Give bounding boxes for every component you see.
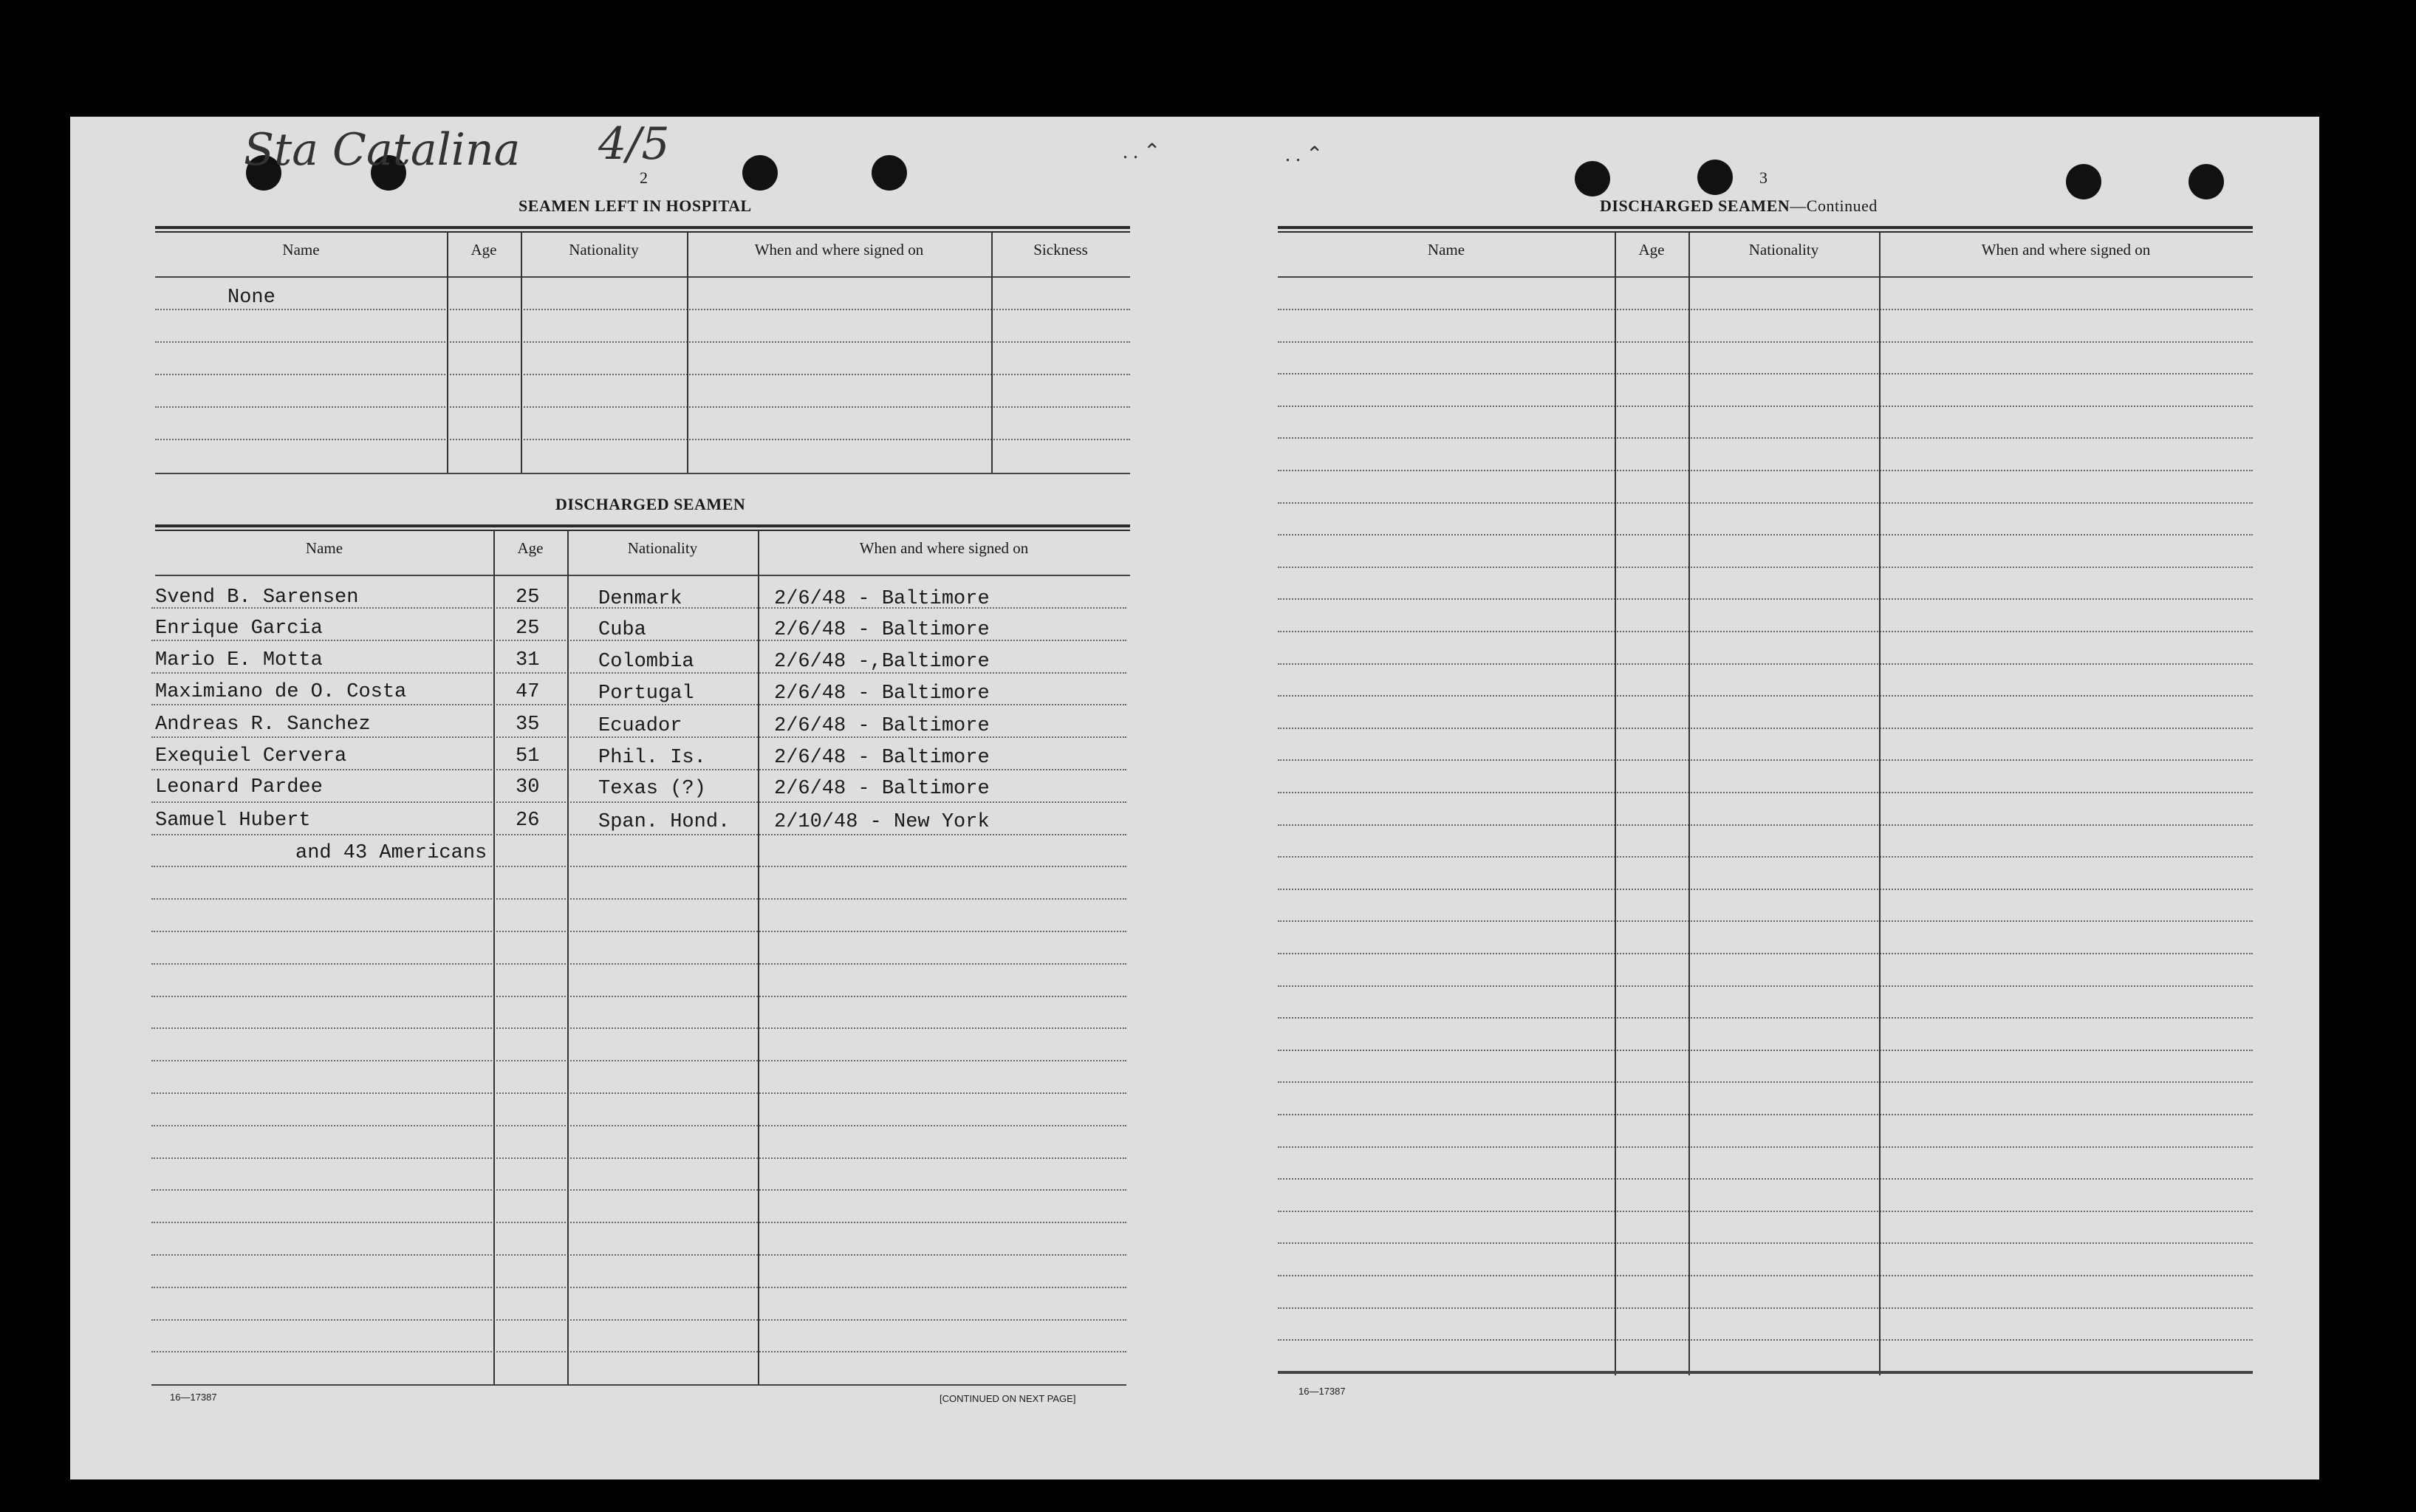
- seaman-name: Enrique Garcia: [155, 618, 323, 640]
- punch-hole: [2066, 164, 2101, 199]
- col-divider: [447, 232, 448, 473]
- row-rule: [151, 1189, 1126, 1191]
- row-rule: [1278, 1050, 2253, 1051]
- seaman-signed-on: 2/6/48 -,Baltimore: [774, 651, 990, 673]
- row-rule: [1278, 663, 2253, 665]
- handwritten-ship-name: Sta Catalina: [244, 124, 521, 176]
- row-rule: [151, 898, 1126, 900]
- seaman-signed-on: 2/6/48 - Baltimore: [774, 619, 990, 641]
- col-header-sickness: Sickness: [1033, 241, 1088, 259]
- punch-hole: [1575, 161, 1610, 196]
- row-rule: [1278, 728, 2253, 729]
- title-main: DISCHARGED SEAMEN: [1600, 196, 1790, 215]
- row-rule: [1278, 856, 2253, 858]
- row-rule: [1278, 792, 2253, 793]
- seaman-signed-on: 2/6/48 - Baltimore: [774, 683, 990, 705]
- row-rule: [1278, 567, 2253, 568]
- row-rule: [1278, 953, 2253, 954]
- table-top-rule: [1278, 226, 2253, 233]
- seaman-name: Svend B. Sarensen: [155, 586, 359, 609]
- table-bottom-rule: [151, 1384, 1126, 1386]
- seaman-nationality: Texas (?): [598, 778, 706, 800]
- page-number-left: 2: [640, 168, 648, 187]
- seaman-nationality: Cuba: [598, 619, 646, 641]
- col-header-nationality: Nationality: [569, 241, 639, 259]
- discharged-continued-title: [1600, 196, 1878, 216]
- row-rule: [155, 439, 1130, 440]
- header-rule: [155, 575, 1130, 576]
- row-rule: [1278, 824, 2253, 826]
- table-bottom-rule: [155, 473, 1130, 474]
- continued-note: [CONTINUED ON NEXT PAGE]: [940, 1393, 1076, 1404]
- row-rule: [151, 931, 1126, 932]
- col-header-age: Age: [470, 241, 497, 259]
- row-rule: [1278, 309, 2253, 310]
- row-rule: [1278, 1339, 2253, 1341]
- seaman-nationality: Ecuador: [598, 715, 682, 737]
- row-rule: [1278, 502, 2253, 504]
- col-divider: [1615, 232, 1616, 1375]
- seaman-nationality: Colombia: [598, 651, 694, 673]
- punch-hole: [872, 155, 907, 191]
- seaman-nationality: Phil. Is.: [598, 747, 706, 769]
- col-header-age: Age: [517, 539, 544, 557]
- row-rule: [151, 1060, 1126, 1061]
- col-divider: [758, 530, 759, 1386]
- seaman-signed-on: 2/6/48 - Baltimore: [774, 715, 990, 737]
- row-rule: [1278, 373, 2253, 374]
- row-rule: [1278, 695, 2253, 697]
- row-rule: [1278, 437, 2253, 439]
- row-rule: [1278, 598, 2253, 600]
- row-rule: [1278, 1146, 2253, 1148]
- row-rule: [1278, 1081, 2253, 1083]
- seaman-signed-on: 2/6/48 - Baltimore: [774, 778, 990, 800]
- col-divider: [1688, 232, 1690, 1375]
- punch-hole: [2189, 164, 2224, 199]
- hospital-section-title: SEAMEN LEFT IN HOSPITAL: [519, 196, 752, 215]
- pencil-mark: . . ⌃: [1123, 140, 1161, 163]
- seaman-signed-on: 2/6/48 - Baltimore: [774, 588, 990, 610]
- seaman-name: Leonard Pardee: [155, 776, 323, 798]
- seaman-age: 25: [516, 586, 540, 609]
- americans-footnote: and 43 Americans: [295, 842, 487, 864]
- hospital-entry-none: None: [227, 287, 276, 309]
- row-rule: [1278, 1242, 2253, 1244]
- seaman-age: 47: [516, 681, 540, 703]
- row-rule: [151, 996, 1126, 997]
- col-header-signed-on: When and where signed on: [859, 539, 1029, 557]
- seaman-age: 51: [516, 745, 540, 767]
- row-rule: [151, 1125, 1126, 1126]
- row-rule: [155, 309, 1130, 310]
- seaman-nationality: Span. Hond.: [598, 811, 730, 833]
- handwritten-fraction: 4/5: [598, 118, 670, 170]
- row-rule: [151, 1157, 1126, 1159]
- col-header-name: Name: [282, 241, 320, 259]
- seaman-age: 31: [516, 649, 540, 671]
- row-rule: [1278, 1211, 2253, 1212]
- row-rule: [155, 341, 1130, 343]
- row-rule: [151, 1351, 1126, 1352]
- row-rule: [1278, 406, 2253, 407]
- header-rule: [1278, 276, 2253, 278]
- seaman-nationality: Portugal: [598, 683, 694, 705]
- col-header-name: Name: [305, 539, 343, 557]
- seaman-age: 25: [516, 618, 540, 640]
- row-rule: [1278, 759, 2253, 761]
- seaman-name: Maximiano de O. Costa: [155, 681, 407, 703]
- row-rule: [1278, 341, 2253, 343]
- row-rule: [151, 1027, 1126, 1029]
- row-rule: [1278, 534, 2253, 536]
- seaman-name: Mario E. Motta: [155, 649, 323, 671]
- row-rule: [151, 1319, 1126, 1321]
- row-rule: [151, 1092, 1126, 1094]
- row-rule: [151, 1287, 1126, 1288]
- form-number-left: 16—17387: [170, 1392, 217, 1403]
- form-number-right: 16—17387: [1298, 1386, 1346, 1397]
- pencil-mark: . . ⌃: [1285, 143, 1324, 166]
- row-rule: [151, 834, 1126, 835]
- row-rule: [151, 1222, 1126, 1223]
- row-rule: [1278, 470, 2253, 471]
- row-rule: [1278, 1114, 2253, 1115]
- row-rule: [1278, 889, 2253, 890]
- header-rule: [155, 276, 1130, 278]
- seaman-name: Andreas R. Sanchez: [155, 714, 371, 736]
- row-rule: [151, 801, 1126, 803]
- row-rule: [1278, 985, 2253, 987]
- row-rule: [151, 866, 1126, 867]
- col-divider: [1879, 232, 1881, 1375]
- seaman-age: 26: [516, 810, 540, 832]
- punch-hole: [1697, 160, 1733, 195]
- seaman-signed-on: 2/6/48 - Baltimore: [774, 747, 990, 769]
- punch-hole: [742, 155, 778, 191]
- row-rule: [1278, 920, 2253, 922]
- row-rule: [1278, 631, 2253, 632]
- table-top-rule: [155, 524, 1130, 531]
- col-header-age: Age: [1638, 241, 1665, 259]
- col-header-nationality: Nationality: [627, 539, 698, 557]
- row-rule: [1278, 1178, 2253, 1180]
- row-rule: [1278, 1307, 2253, 1309]
- row-rule: [151, 769, 1126, 770]
- col-divider: [567, 530, 569, 1386]
- discharged-section-title: DISCHARGED SEAMEN: [555, 495, 746, 513]
- seaman-age: 35: [516, 714, 540, 736]
- row-rule: [151, 963, 1126, 965]
- col-divider: [493, 530, 495, 1386]
- col-header-signed-on: When and where signed on: [754, 241, 924, 259]
- row-rule: [155, 374, 1130, 375]
- table-bottom-rule: [1278, 1371, 2253, 1374]
- col-header-name: Name: [1427, 241, 1465, 259]
- seaman-name: Samuel Hubert: [155, 810, 311, 832]
- col-header-nationality: Nationality: [1748, 241, 1819, 259]
- page-number-right: 3: [1759, 168, 1767, 187]
- seaman-nationality: Denmark: [598, 588, 682, 610]
- row-rule: [155, 406, 1130, 408]
- row-rule: [151, 1254, 1126, 1256]
- col-header-signed-on: When and where signed on: [1981, 241, 2151, 259]
- row-rule: [1278, 1275, 2253, 1276]
- col-divider: [687, 232, 688, 473]
- seaman-signed-on: 2/10/48 - New York: [774, 811, 990, 833]
- col-divider: [521, 232, 522, 473]
- title-continued: —Continued: [1790, 196, 1878, 215]
- row-rule: [1278, 1017, 2253, 1019]
- seaman-age: 30: [516, 776, 540, 798]
- seaman-name: Exequiel Cervera: [155, 745, 347, 767]
- col-divider: [991, 232, 993, 473]
- table-top-rule: [155, 226, 1130, 233]
